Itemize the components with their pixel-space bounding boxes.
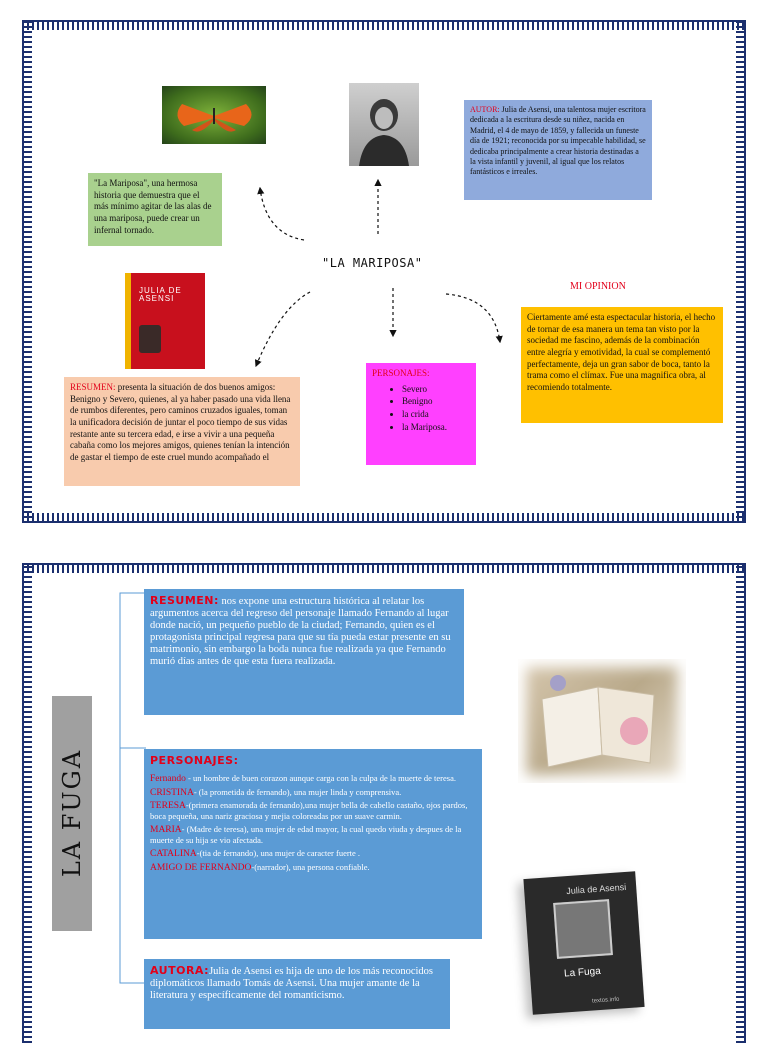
- list-item: CRISTINA- (la prometida de fernando), una mujer linda y comprensiva.: [150, 786, 402, 798]
- resumen-text: nos expone una estructura histórica al relatar los argumentos acerca del regreso del personaje llamado Fernando al lugar donde nació, un pequeño pueblo de la ciudad; Fernando, quien es el protagonista principal regresa para que su tía pueda estar presente en su matrimonio, sin embargo la boda nunca fue realizada ya que Fernando murió días antes de que esta fuera realizada.: [150, 596, 451, 668]
- mindmap-connectors: [22, 20, 746, 523]
- page-la-mariposa: [22, 20, 746, 523]
- list-item: Fernando - un hombre de buen corazon aunque carga con la culpa de la muerte de teresa.: [150, 772, 456, 784]
- autora-box: [144, 959, 450, 1029]
- arrow-to-opinion: [446, 294, 500, 342]
- page-title: "LA MARIPOSA": [322, 256, 423, 270]
- book-cover-title: JULIA DE ASENSI: [139, 286, 182, 304]
- resumen-text: presenta la situación de dos buenos amigos: Benigno y Severo, quienes, al ya haber pasado una vida llena de rumbos diferentes, pero caminos cruzados iguales, toman la unificadora decisión de juntar el poco tiempo de sus vidas restante ante su tercera edad, e irse a vivir a una pequeña cabaña como los mejores amigos, quienes tenían la intención de gastar el tiempo de este cruel mundo acompañado el: [70, 382, 291, 463]
- list-item: AMIGO DE FERNANDO-(narrador), una persona confiable.: [150, 861, 370, 873]
- personajes-label: PERSONAJES:: [150, 754, 239, 767]
- open-book-icon: [518, 659, 686, 783]
- list-item: • la crida: [402, 409, 470, 421]
- personajes-label: PERSONAJES:: [372, 368, 430, 378]
- autora-label: AUTORA:: [150, 964, 210, 977]
- resumen-label: RESUMEN:: [70, 382, 118, 392]
- book-title: La Fuga: [563, 965, 602, 980]
- personajes-box: [144, 749, 482, 939]
- autor-text: Julia de Asensi, una talentosa mujer escritora dedicada a la escritura desde su niñez, nacida en Madrid, el 4 de mayo de 1859, y fallecida un funeste día de 1921; reconocida por su impecable habilidad, se dedicaba principalmente a crear historia destinadas a la vista infantil y juvenil, al igual que los relatos fantásticos e irreales.: [470, 105, 646, 177]
- autor-label: AUTOR:: [470, 105, 502, 114]
- resumen-label: RESUMEN:: [150, 594, 219, 607]
- resumen-box: [144, 589, 464, 715]
- opinion-text: Ciertamente amé esta espectacular historia, el hecho de tornar de esa manera un tema tan visto por la sociedad me fascino, además de la combinación entre alegría y emotividad, la cual se complementó perfectamente, deja un gran sabor de boca, tanto la trama como el clímax. Fue una magnifica obra, al recomiendo totalmente.: [527, 312, 716, 393]
- book-photo-image: [518, 659, 686, 783]
- list-item: • Benigno: [402, 396, 470, 408]
- list-item: • la Mariposa.: [402, 422, 470, 434]
- page-la-fuga: [22, 563, 746, 1043]
- list-item: • Severo: [402, 384, 470, 396]
- book-cover-portrait: [553, 899, 613, 959]
- page-title: LA FUGA: [58, 748, 86, 878]
- la-fuga-book-image: [523, 871, 644, 1014]
- list-item: TERESA-(primera enamorada de fernando),una mujer bella de cabello castaño, ojos pardos, boca pequeña, una nariz graciosa y mejia coloreadas por un suave carmin.: [150, 800, 468, 822]
- arrow-to-resumen: [256, 292, 310, 366]
- opinion-label: MI OPINION: [570, 281, 626, 292]
- mariposa-text: "La Mariposa", una hermosa historia que demuestra que el más mínimo agitar de las alas de una mariposa, puede crear un infernal tornado.: [94, 178, 212, 235]
- list-item: MARIA- (Madre de teresa), una mujer de edad mayor, la cual quedo viuda y despues de la muerte de su hija se vio afectada.: [150, 824, 462, 846]
- arrow-to-mariposa: [260, 188, 304, 240]
- list-item: CATALINA-(tia de fernando), una mujer de caracter fuerte .: [150, 847, 361, 859]
- autora-text: Julia de Asensi es hija de uno de los más reconocidos diplomáticos llamado Tomás de Asensi. Una mujer amante de la literatura y específicamente del romanticismo.: [150, 966, 434, 1002]
- book-footer: textos.info: [591, 996, 620, 1005]
- book-author: Julia de Asensi: [565, 881, 627, 897]
